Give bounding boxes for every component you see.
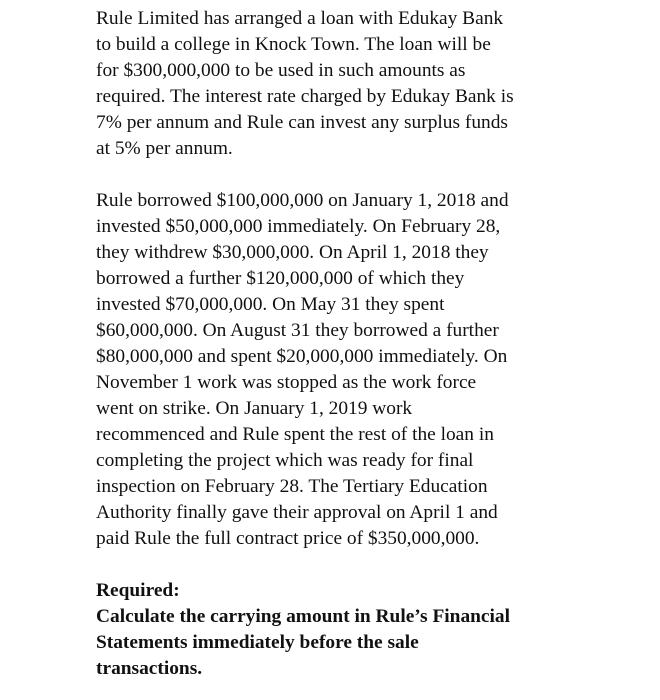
- borrowing-timeline-paragraph: [96, 188, 596, 552]
- text-line: completing the project which was ready for final: [96, 450, 474, 471]
- required-section: [96, 578, 596, 682]
- text-line: Rule Limited has arranged a loan with Edukay Bank: [96, 8, 504, 29]
- text-line: borrowed a further $120,000,000 of which they: [96, 268, 465, 289]
- text-line: to build a college in Knock Town. The loan will be: [96, 34, 491, 55]
- text-line: for $300,000,000 to be used in such amounts as: [96, 60, 466, 81]
- text-line: at 5% per annum.: [96, 138, 233, 159]
- text-line: 7% per annum and Rule can invest any surplus funds: [96, 112, 508, 133]
- text-line: they withdrew $30,000,000. On April 1, 2018 they: [96, 242, 489, 263]
- text-line: invested $70,000,000. On May 31 they spent: [96, 294, 445, 315]
- required-heading: Required:: [96, 580, 180, 601]
- text-line: Authority finally gave their approval on April 1 and: [96, 502, 498, 523]
- text-line: November 1 work was stopped as the work force: [96, 372, 477, 393]
- text-line: inspection on February 28. The Tertiary Education: [96, 476, 488, 497]
- required-text-line: Statements immediately before the sale: [96, 632, 419, 653]
- text-line: $80,000,000 and spent $20,000,000 immediately. On: [96, 346, 508, 367]
- text-line: Rule borrowed $100,000,000 on January 1, 2018 and: [96, 190, 509, 211]
- loan-arrangement-paragraph: [96, 6, 596, 162]
- text-line: $60,000,000. On August 31 they borrowed a further: [96, 320, 499, 341]
- text-line: went on strike. On January 1, 2019 work: [96, 398, 413, 419]
- text-line: required. The interest rate charged by Edukay Bank is: [96, 86, 514, 107]
- question-document: [96, 6, 596, 682]
- text-line: paid Rule the full contract price of $350,000,000.: [96, 528, 480, 549]
- text-line: invested $50,000,000 immediately. On February 28,: [96, 216, 501, 237]
- required-text-line: Calculate the carrying amount in Rule’s Financial: [96, 606, 511, 627]
- text-line: recommenced and Rule spent the rest of the loan in: [96, 424, 494, 445]
- required-text-line: transactions.: [96, 658, 203, 679]
